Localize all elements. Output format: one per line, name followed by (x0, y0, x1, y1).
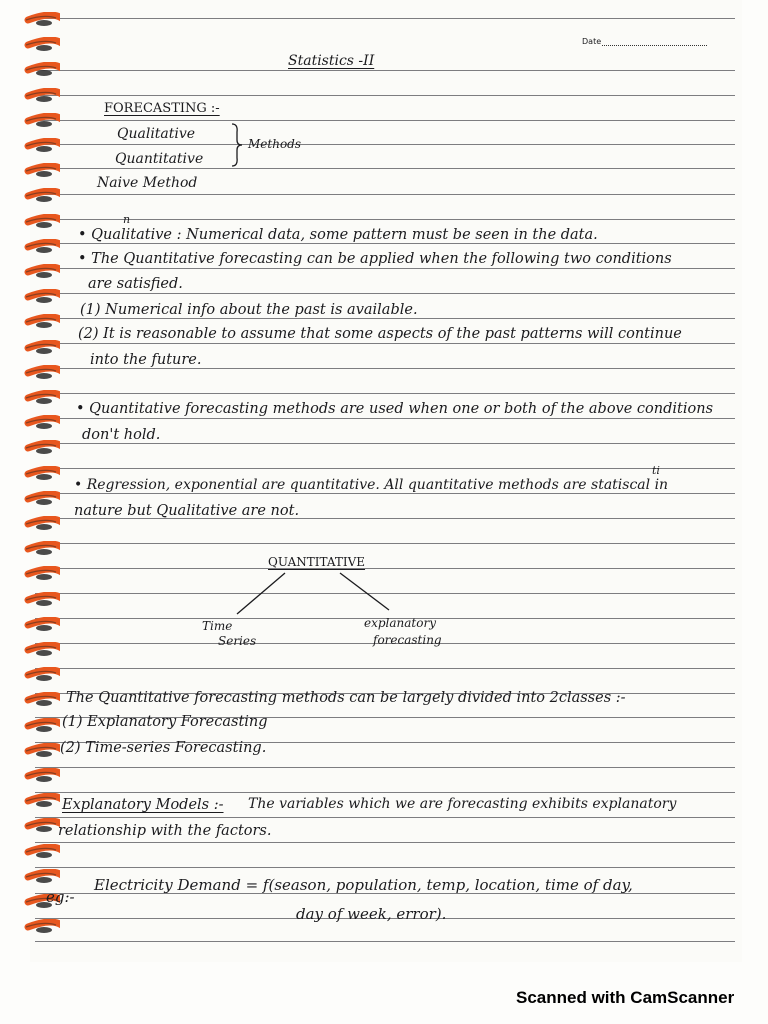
method-quantitative: Quantitative (115, 151, 204, 167)
diagram-leaf-time-series-2: Series (218, 634, 257, 648)
ruled-line (35, 70, 735, 71)
diagram-branches (225, 570, 405, 620)
bullet-quantitative-conditions-line2: are satisfied. (88, 276, 183, 292)
insertion-correction-n: n (123, 213, 131, 226)
spiral-ring-icon (0, 314, 60, 330)
example-equation-line1: Electricity Demand = f(season, population, temp, location, time of day, (94, 876, 633, 894)
bullet-regression-line1: • Regression, exponential are quantitative. All quantitative methods are statiscal in (74, 477, 669, 493)
ruled-line (35, 293, 735, 294)
spiral-ring-icon (0, 365, 60, 381)
class-1-explanatory: (1) Explanatory Forecasting (62, 714, 268, 730)
bullet-qualitative: • Qualitative : Numerical data, some pattern must be seen in the data. (78, 227, 598, 243)
spiral-ring-icon (0, 743, 60, 759)
ruled-line (35, 219, 735, 220)
insertion-correction-ti: ti (652, 464, 660, 477)
spiral-ring-icon (0, 642, 60, 658)
ruled-line (35, 668, 735, 669)
spiral-ring-icon (0, 289, 60, 305)
ruled-line (35, 543, 735, 544)
ruled-line (35, 243, 735, 244)
example-equation-line2: day of week, error). (296, 905, 447, 923)
forecasting-heading: FORECASTING :- (104, 101, 220, 116)
ruled-line (35, 817, 735, 818)
spiral-ring-icon (0, 415, 60, 431)
ruled-line (35, 767, 735, 768)
spiral-ring-icon (0, 516, 60, 532)
ruled-line (35, 343, 735, 344)
spiral-ring-icon (0, 12, 60, 28)
ruled-line (35, 18, 735, 19)
condition-2-line1: (2) It is reasonable to assume that some aspects of the past patterns will continue (78, 326, 682, 342)
condition-1: (1) Numerical info about the past is available. (80, 302, 418, 318)
ruled-line (35, 792, 735, 793)
spiral-ring-icon (0, 163, 60, 179)
spiral-ring-icon (0, 718, 60, 734)
ruled-line (35, 368, 735, 369)
spiral-ring-icon (0, 188, 60, 204)
spiral-ring-icon (0, 617, 60, 633)
condition-2-line2: into the future. (90, 352, 202, 368)
spiral-ring-icon (0, 844, 60, 860)
spiral-ring-icon (0, 214, 60, 230)
spiral-ring-icon (0, 390, 60, 406)
spiral-ring-icon (0, 113, 60, 129)
camscanner-watermark: Scanned with CamScanner (516, 988, 735, 1007)
spiral-ring-icon (0, 592, 60, 608)
ruled-line (35, 318, 735, 319)
diagram-root-quantitative: QUANTITATIVE (268, 555, 366, 569)
diagram-leaf-explanatory-1: explanatory (364, 616, 436, 630)
example-prefix: eg:- (46, 888, 75, 906)
ruled-line (35, 393, 735, 394)
spiral-ring-icon (0, 264, 60, 280)
ruled-line (35, 268, 735, 269)
explanatory-models-label: Explanatory Models :- (62, 797, 224, 813)
spiral-ring-icon (0, 869, 60, 885)
spiral-ring-icon (0, 491, 60, 507)
ruled-line (35, 194, 735, 195)
ruled-line (35, 120, 735, 121)
spiral-ring-icon (0, 88, 60, 104)
page-title: Statistics -II (288, 53, 375, 69)
ruled-line (35, 867, 735, 868)
explanatory-text-line1: The variables which we are forecasting exhibits explanatory (248, 796, 677, 812)
classes-intro: The Quantitative forecasting methods can be largely divided into 2classes :- (66, 690, 626, 706)
ruled-line (35, 443, 735, 444)
diagram-leaf-explanatory-2: forecasting (373, 633, 442, 647)
spiral-ring-icon (0, 138, 60, 154)
ruled-line (35, 941, 735, 942)
ruled-line (35, 418, 735, 419)
spiral-ring-icon (0, 37, 60, 53)
bullet-conditions-fail-line2: don't hold. (82, 427, 161, 443)
spiral-ring-icon (0, 692, 60, 708)
class-2-time-series: (2) Time-series Forecasting. (60, 740, 267, 756)
bullet-quantitative-conditions-line1: • The Quantitative forecasting can be applied when the following two conditions (78, 251, 672, 267)
ruled-line (35, 95, 735, 96)
spiral-ring-icon (0, 340, 60, 356)
spiral-ring-icon (0, 793, 60, 809)
bullet-regression-line2: nature but Qualitative are not. (74, 503, 300, 519)
date-line (602, 45, 707, 46)
naive-method: Naive Method (97, 175, 198, 191)
ruled-line (35, 144, 735, 145)
spiral-ring-icon (0, 62, 60, 78)
method-qualitative: Qualitative (117, 126, 196, 142)
diagram-leaf-time-series-1: Time (202, 619, 233, 633)
spiral-ring-icon (0, 440, 60, 456)
spiral-ring-icon (0, 818, 60, 834)
date-label: Date (582, 37, 602, 46)
explanatory-text-line2: relationship with the factors. (58, 823, 272, 839)
spiral-ring-icon (0, 239, 60, 255)
spiral-ring-icon (0, 768, 60, 784)
ruled-line (35, 493, 735, 494)
spiral-ring-icon (0, 466, 60, 482)
spiral-ring-icon (0, 667, 60, 683)
spiral-ring-icon (0, 919, 60, 935)
spiral-ring-icon (0, 541, 60, 557)
ruled-line (35, 168, 735, 169)
spiral-ring-icon (0, 566, 60, 582)
bullet-conditions-fail-line1: • Quantitative forecasting methods are used when one or both of the above conditions (76, 401, 714, 417)
ruled-line (35, 468, 735, 469)
ruled-line (35, 568, 735, 569)
methods-label: Methods (248, 137, 302, 151)
ruled-line (35, 842, 735, 843)
curly-brace-icon (228, 122, 244, 168)
